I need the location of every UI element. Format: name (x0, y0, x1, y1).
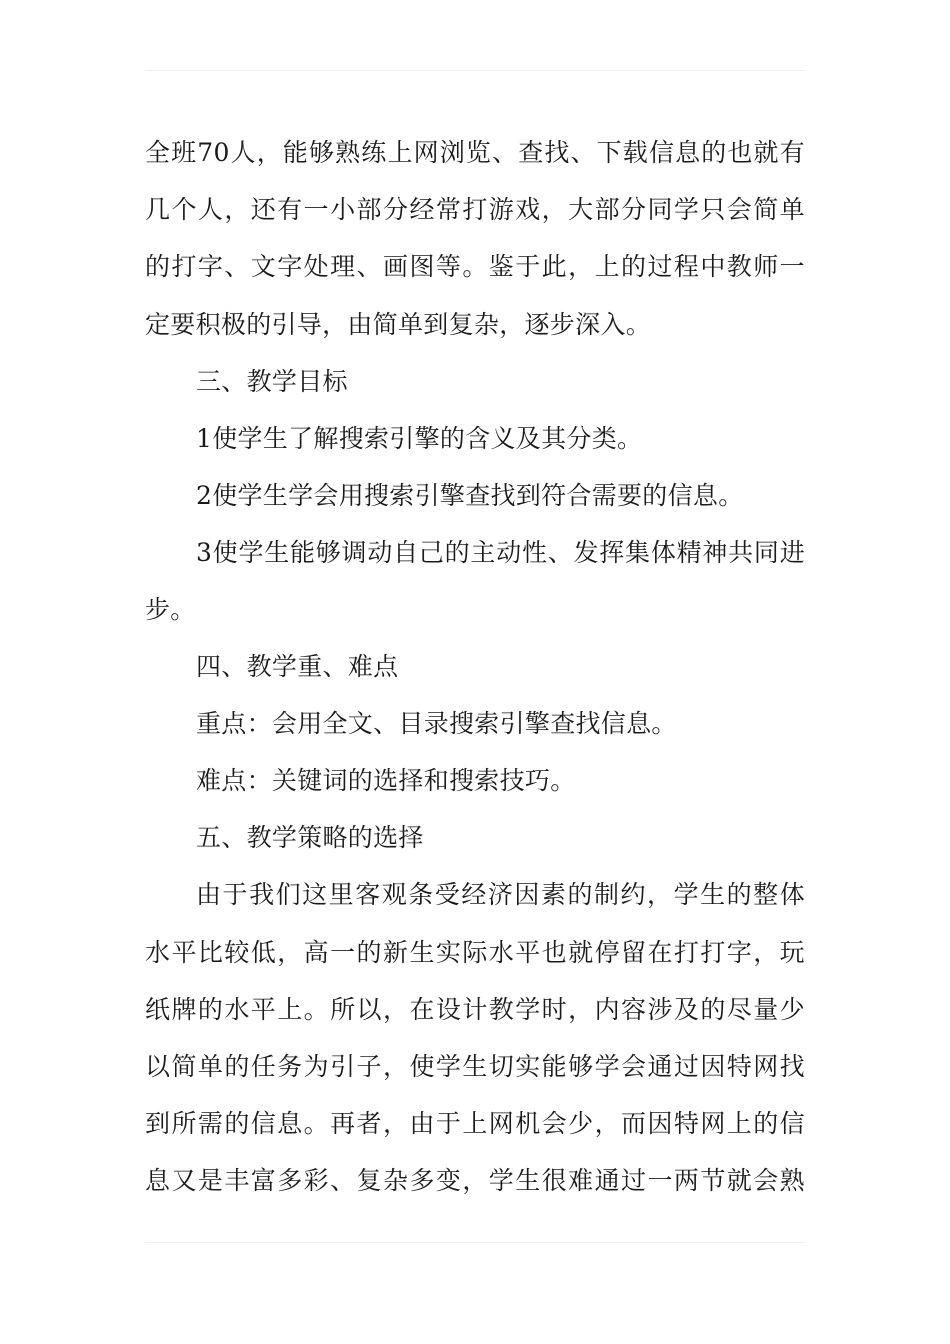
section-heading: 五、教学策略的选择 (196, 823, 424, 852)
text-line: 重点：会用全文、目录搜索引擎查找信息。 (196, 709, 677, 738)
text-line: 1使学生了解搜索引擎的含义及其分类。 (196, 424, 643, 453)
text-line: 的打字、文字处理、画图等。鉴于此，上的过程中教师一 (145, 252, 805, 281)
text-line: 由于我们这里客观条受经济因素的制约，学生的整体 (196, 880, 805, 909)
text-line: 到所需的信息。再者，由于上网机会少，而因特网上的信 (145, 1109, 805, 1138)
text-line: 息又是丰富多彩、复杂多变，学生很难通过一两节就会熟 (145, 1166, 805, 1195)
text-line: 步。 (145, 595, 196, 624)
text-line: 全班70人，能够熟练上网浏览、查找、下载信息的也就有 (145, 138, 805, 167)
text-line: 纸牌的水平上。所以，在设计教学时，内容涉及的尽量少 (145, 995, 805, 1024)
text-line: 水平比较低，高一的新生实际水平也就停留在打打字，玩 (145, 938, 805, 967)
text-line: 几个人，还有一小部分经常打游戏，大部分同学只会简单 (145, 195, 805, 224)
text-line: 3使学生能够调动自己的主动性、发挥集体精神共同进 (196, 538, 805, 567)
text-line: 以简单的任务为引子，使学生切实能够学会通过因特网找 (145, 1052, 805, 1081)
section-heading: 四、教学重、难点 (196, 652, 399, 681)
header-rule (145, 70, 805, 71)
text-line: 2使学生学会用搜索引擎查找到符合需要的信息。 (196, 481, 744, 510)
section-heading: 三、教学目标 (196, 367, 348, 396)
text-line: 定要积极的引导，由简单到复杂，逐步深入。 (145, 310, 652, 339)
footer-rule (145, 1242, 805, 1243)
text-line: 难点：关键词的选择和搜索技巧。 (196, 766, 576, 795)
